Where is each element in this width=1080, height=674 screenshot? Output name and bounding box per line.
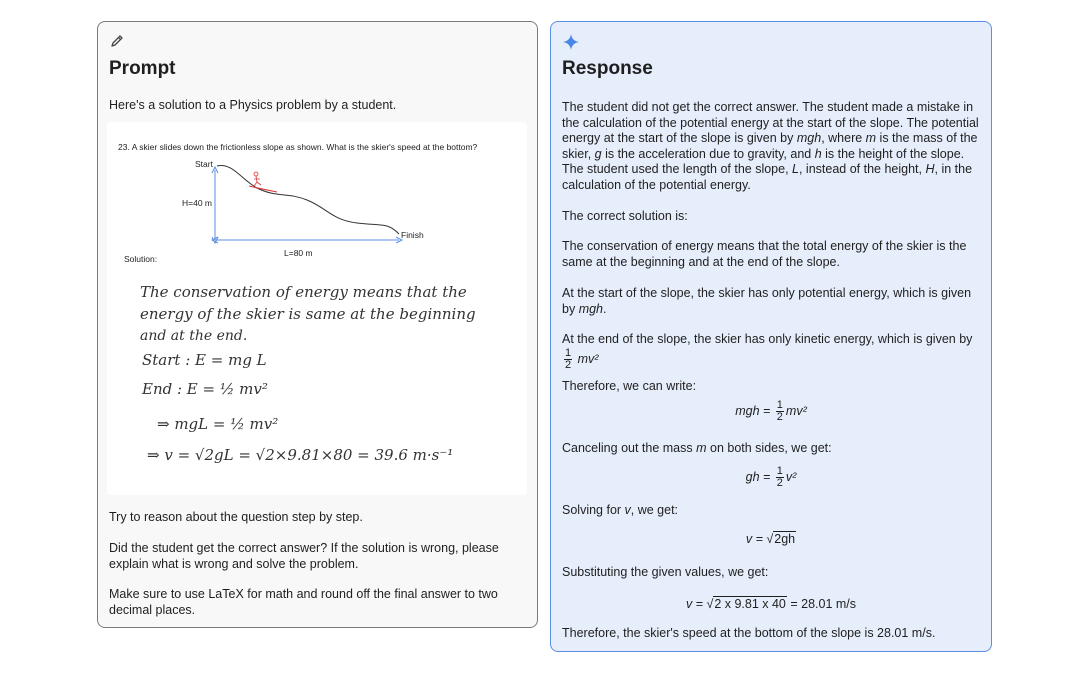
- prompt-para-2: Did the student get the correct answer? If the solution is wrong, please explain what is wrong and solve the problem.: [109, 541, 499, 571]
- hand-line-1: The conservation of energy means that the: [140, 283, 467, 301]
- label-start: Start: [195, 159, 213, 169]
- problem-figure: [107, 122, 527, 495]
- fraction-half: $\frac{1}{2}$: [565, 346, 572, 371]
- hand-line-3: and at the end.: [140, 328, 248, 344]
- prompt-card: [97, 21, 538, 628]
- response-para-7: Canceling out the mass m on both sides, we get:: [562, 441, 832, 455]
- label-solution: Solution:: [124, 254, 158, 264]
- hand-step-2: ⇒ v = √2gL = √2×9.81×80 = 39.6 m·s⁻¹: [147, 446, 454, 464]
- equation-4: v = √2 x 9.81 x 40 = 28.01 m/s: [685, 597, 857, 611]
- hand-end-eq: End : E = ½ mv²: [142, 380, 268, 398]
- response-para-5: At the end of the slope, the skier has only kinetic energy, which is given by $\frac{1}{2}$ mv²: [562, 332, 973, 371]
- problem-image: [107, 122, 527, 495]
- prompt-para-1: Try to reason about the question step by step.: [109, 510, 363, 524]
- prompt-title: Prompt: [109, 58, 176, 79]
- response-para-3: The conservation of energy means that the total energy of the skier is the same at the beginning and at the end of the slope.: [562, 239, 967, 269]
- prompt-para-3: Make sure to use LaTeX for math and round off the final answer to two decimal places.: [109, 587, 498, 617]
- equation-2: gh = $\frac{1}{2}$ v²: [745, 465, 797, 489]
- response-para-8: Solving for v, we get:: [562, 503, 679, 517]
- hand-start-eq: Start : E = mg L: [142, 351, 267, 369]
- response-para-10: Therefore, the skier's speed at the bottom of the slope is 28.01 m/s.: [562, 626, 936, 640]
- prompt-intro: Here's a solution to a Physics problem by a student.: [109, 98, 397, 112]
- equation-1: mgh = $\frac{1}{2}$ mv²: [735, 399, 807, 423]
- slope-curve: [217, 165, 399, 234]
- response-para-2: The correct solution is:: [562, 209, 688, 223]
- response-card: [550, 21, 992, 652]
- sparkle-icon: [563, 34, 579, 50]
- hand-line-2: energy of the skier is same at the beginning: [140, 305, 476, 323]
- equation-3: v = √2gh: [745, 532, 796, 546]
- response-para-6: Therefore, we can write:: [562, 379, 697, 393]
- response-para-1: The student did not get the correct answer. The student made a mistake in the calculation of the potential energy at the start of the slope. The potential energy at the start of the slope is given by mgh, where m is the mass of the skier, g is the acceleration due to gravity, and h is the height of the slope. The student used the length of the slope, L, instead of the height, H, in the calculation of the potential energy.: [562, 100, 979, 192]
- label-length: L=80 m: [284, 248, 313, 258]
- problem-question: 23. A skier slides down the frictionless slope as shown. What is the skier's speed at the bottom?: [118, 142, 478, 152]
- response-para-9: Substituting the given values, we get:: [562, 565, 769, 579]
- skier-figure: [249, 172, 277, 192]
- response-title: Response: [562, 58, 653, 79]
- hand-step-1: ⇒ mgL = ½ mv²: [157, 415, 279, 433]
- label-finish: Finish: [401, 230, 424, 240]
- pencil-icon: [110, 34, 124, 48]
- label-height: H=40 m: [182, 198, 212, 208]
- response-para-4: At the start of the slope, the skier has only potential energy, which is given by mgh.: [562, 286, 972, 316]
